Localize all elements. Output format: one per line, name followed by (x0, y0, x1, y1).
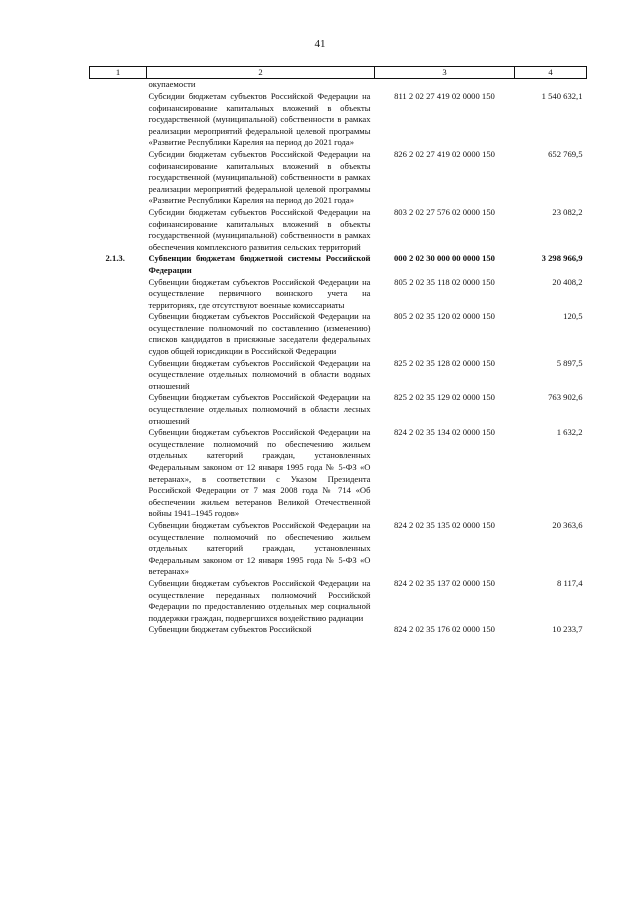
table-row (90, 79, 587, 92)
row-budget-code: 825 2 02 35 128 02 0000 150 (394, 357, 495, 368)
row-amount: 20 363,6 (552, 519, 583, 530)
row-number (90, 358, 147, 393)
row-amount: 23 082,2 (552, 206, 583, 217)
row-description: Субвенции бюджетам субъектов Российской Федерации на осуществление отдельных полномочий в области лесных отношений (148, 392, 371, 426)
row-number (90, 207, 147, 253)
table-body (90, 79, 587, 636)
row-number (90, 392, 147, 427)
table-row (90, 253, 587, 276)
row-amount: 20 408,2 (552, 276, 583, 287)
row-number (90, 520, 147, 578)
row-budget-code: 805 2 02 35 120 02 0000 150 (394, 311, 495, 322)
row-description: Субвенции бюджетам субъектов Российской Федерации на осуществление переданных полномочий Российской Федерации по предоставлению отдельных мер социальной поддержки граждан, подвергшихся воздействию радиации (148, 577, 371, 623)
row-amount: 8 117,4 (557, 577, 583, 588)
row-description: Субсидии бюджетам субъектов Российской Федерации на софинансирование капитальных вложений в объекты государственной (муниципальной) собственности в рамках реализации мероприятий федеральной целевой программы «Развитие Республики Карелия на период до 2021 года» (148, 148, 371, 206)
table-row (90, 149, 587, 207)
row-amount (515, 79, 587, 92)
row-budget-code: 824 2 02 35 176 02 0000 150 (394, 624, 495, 635)
row-amount: 5 897,5 (556, 357, 583, 368)
table-row (90, 578, 587, 624)
row-number (90, 91, 147, 149)
table-header (90, 67, 587, 79)
row-number (90, 311, 147, 357)
row-description: Субвенции бюджетам субъектов Российской Федерации на осуществление полномочий по обеспечению жильем отдельных категорий граждан, установленных Федеральным законом от 12 января 1995 года № 5-ФЗ «О ветеранах», в соответствии с Указом Президента Российской Федерации от 7 мая 2008 года № 714 «Об обеспечении жильем ветеранов Великой Отечественной войны 1941–1945 годов» (148, 427, 371, 519)
row-amount: 1 540 632,1 (541, 91, 583, 101)
header-col-4: 4 (515, 67, 587, 79)
row-amount: 1 632,2 (556, 427, 583, 438)
row-budget-code: 824 2 02 35 134 02 0000 150 (394, 427, 495, 438)
row-number (90, 79, 147, 92)
row-budget-code: 000 2 02 30 000 00 0000 150 (394, 253, 495, 264)
table-row (90, 358, 587, 393)
row-number: 2.1.3. (105, 253, 125, 264)
budget-table (89, 66, 587, 636)
table-row (90, 277, 587, 312)
row-number (90, 427, 147, 520)
table-row (90, 624, 587, 636)
row-amount: 10 233,7 (552, 624, 583, 635)
row-description: Субвенции бюджетам бюджетной системы Российской Федерации (148, 253, 371, 275)
row-budget-code: 826 2 02 27 419 02 0000 150 (394, 148, 495, 159)
row-budget-code: 825 2 02 35 129 02 0000 150 (394, 392, 495, 403)
row-description: окупаемости (148, 79, 196, 89)
table-row (90, 311, 587, 357)
row-amount: 120,5 (563, 311, 583, 322)
row-number (90, 277, 147, 312)
row-amount: 3 298 966,9 (541, 253, 583, 264)
row-budget-code: 803 2 02 27 576 02 0000 150 (394, 206, 495, 217)
row-description: Субвенции бюджетам субъектов Российской Федерации на осуществление первичного воинского учета на территориях, где отсутствуют военные комиссариаты (148, 276, 371, 310)
row-description: Субвенции бюджетам субъектов Российской Федерации на осуществление полномочий по обеспечению жильем отдельных категорий граждан, установленных Федеральным законом от 12 января 1995 года № 5-ФЗ «О ветеранах» (148, 519, 371, 577)
row-number (90, 624, 147, 636)
table-row (90, 91, 587, 149)
row-number (90, 149, 147, 207)
row-budget-code: 811 2 02 27 419 02 0000 150 (394, 91, 495, 101)
page-number: 41 (314, 38, 326, 50)
header-col-1: 1 (90, 67, 147, 79)
row-description: Субвенции бюджетам субъектов Российской Федерации на осуществление отдельных полномочий в области водных отношений (148, 357, 371, 391)
table-row (90, 520, 587, 578)
table-row (90, 207, 587, 253)
table-row (90, 392, 587, 427)
row-budget-code: 824 2 02 35 135 02 0000 150 (394, 519, 495, 530)
row-description: Субсидии бюджетам субъектов Российской Федерации на софинансирование капитальных вложений в объекты государственной (муниципальной) собственности в рамках реализации мероприятий федеральной целевой программы «Развитие Республики Карелия на период до 2021 года» (148, 91, 371, 148)
row-amount: 763 902,6 (548, 392, 583, 403)
header-col-3: 3 (375, 67, 515, 79)
row-budget-code: 805 2 02 35 118 02 0000 150 (394, 276, 495, 287)
header-col-2: 2 (147, 67, 375, 79)
row-description: Субвенции бюджетам субъектов Российской Федерации на осуществление полномочий по составлению (изменению) списков кандидатов в присяжные заседатели федеральных судов общей юрисдикции в Российской Федерации (148, 311, 371, 357)
row-amount: 652 769,5 (548, 148, 583, 159)
row-budget-code: 824 2 02 35 137 02 0000 150 (394, 577, 495, 588)
table-row (90, 427, 587, 520)
row-budget-code (375, 79, 515, 92)
row-number (90, 578, 147, 624)
row-description: Субсидии бюджетам субъектов Российской Федерации на софинансирование капитальных вложений в объекты государственной (муниципальной) собственности в рамках обеспечения комплексного развития сельских территорий (148, 206, 371, 252)
row-description: Субвенции бюджетам субъектов Российской (148, 624, 312, 635)
